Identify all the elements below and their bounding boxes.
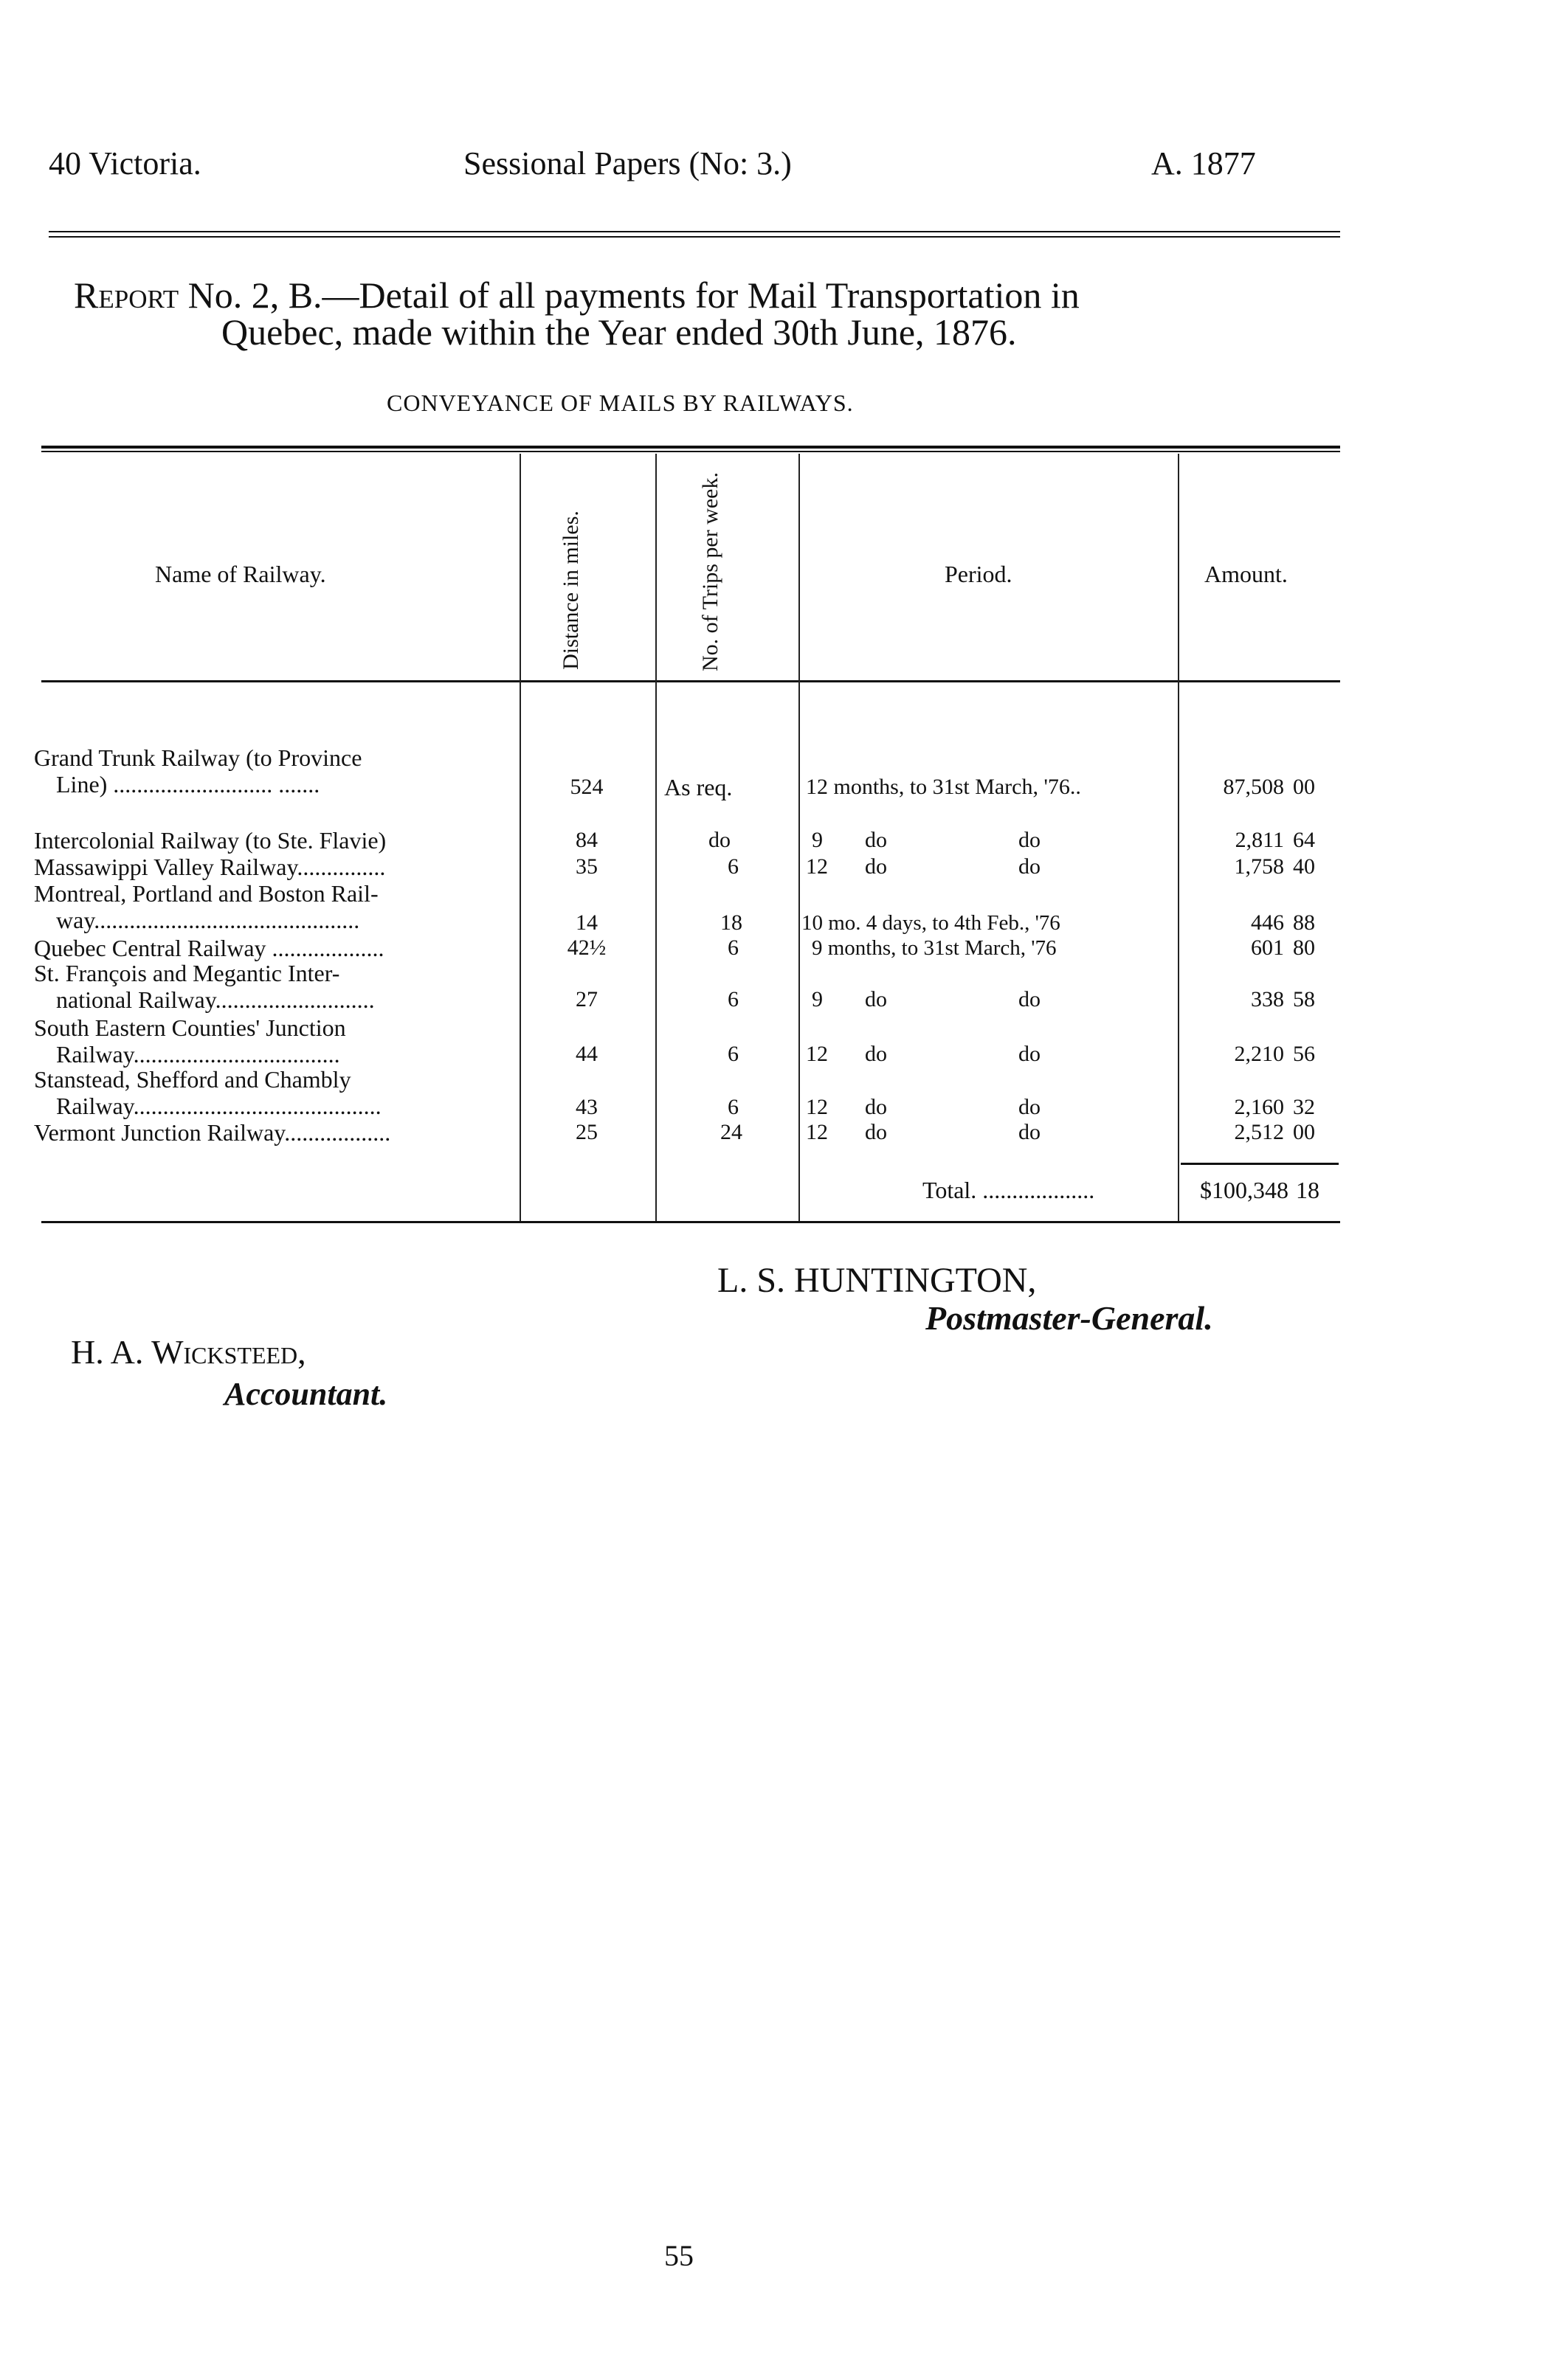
row-name-line2: way............................................. xyxy=(56,907,360,933)
row-name-line1: South Eastern Counties' Junction xyxy=(34,1014,346,1041)
row-amount-cents: 88 xyxy=(1293,910,1315,935)
header-year: A. 1877 xyxy=(1151,145,1256,181)
postmaster-title: Postmaster-General. xyxy=(925,1299,1213,1337)
row-period-unit: do xyxy=(865,828,887,852)
row-trips: 6 xyxy=(728,854,739,879)
row-period-end: do xyxy=(1018,828,1041,852)
col-divider-3 xyxy=(798,454,800,1221)
row-amount-dollars: 446 xyxy=(1251,910,1284,935)
total-cents: 18 xyxy=(1296,1177,1319,1203)
postmaster-name: L. S. HUNTINGTON, xyxy=(717,1261,1037,1300)
row-period: 12 months, to 31st March, '76.. xyxy=(806,775,1081,799)
row-period-count: 12 xyxy=(806,854,828,879)
row-period: 10 mo. 4 days, to 4th Feb., '76 xyxy=(801,911,1060,935)
row-period: 9 months, to 31st March, '76 xyxy=(812,936,1057,960)
row-trips: 18 xyxy=(720,910,742,935)
row-amount-cents: 80 xyxy=(1293,935,1315,960)
row-distance: 27 xyxy=(576,987,598,1011)
row-name-line1: Quebec Central Railway ................... xyxy=(34,935,384,961)
col-divider-4 xyxy=(1178,454,1179,1221)
col-divider-2 xyxy=(655,454,657,1221)
row-trips: 6 xyxy=(728,1042,739,1066)
row-amount-cents: 32 xyxy=(1293,1095,1315,1119)
row-period-count: 9 xyxy=(812,828,823,852)
row-amount-cents: 64 xyxy=(1293,828,1315,852)
row-period-unit: do xyxy=(865,1095,887,1119)
row-distance: 84 xyxy=(576,828,598,852)
total-dollars: $100,348 xyxy=(1200,1177,1288,1203)
row-amount-dollars: 338 xyxy=(1251,987,1284,1011)
row-amount-dollars: 2,811 xyxy=(1235,828,1284,852)
accountant-name: H. A. Wicksteed, xyxy=(71,1333,306,1371)
row-amount-cents: 56 xyxy=(1293,1042,1315,1066)
row-amount-dollars: 2,512 xyxy=(1234,1120,1284,1144)
row-trips: As req. xyxy=(664,774,733,800)
row-trips: do xyxy=(708,828,731,852)
row-distance: 43 xyxy=(576,1095,598,1119)
row-name-line2: Line) ........................... ....... xyxy=(56,771,320,798)
row-period-end: do xyxy=(1018,1120,1041,1144)
row-period-end: do xyxy=(1018,987,1041,1011)
row-period-count: 12 xyxy=(806,1095,828,1119)
col-divider-1 xyxy=(520,454,521,1221)
row-amount-cents: 40 xyxy=(1293,854,1315,879)
header-series: Sessional Papers (No: 3.) xyxy=(463,145,792,181)
row-distance: 25 xyxy=(576,1120,598,1144)
accountant-title: Accountant. xyxy=(224,1376,388,1412)
row-period-end: do xyxy=(1018,1042,1041,1066)
row-name-line2: national Railway........................... xyxy=(56,986,375,1013)
row-amount-dollars: 601 xyxy=(1251,935,1284,960)
col-header-period: Period. xyxy=(945,561,1012,587)
table-header-rule xyxy=(41,680,1340,682)
report-subtitle: CONVEYANCE OF MAILS BY RAILWAYS. xyxy=(387,390,854,416)
row-name-line1: Massawippi Valley Railway............... xyxy=(34,854,386,880)
row-trips: 6 xyxy=(728,1095,739,1119)
row-amount-dollars: 2,160 xyxy=(1234,1095,1284,1119)
row-period-unit: do xyxy=(865,987,887,1011)
table-top-rule-thin xyxy=(41,451,1340,452)
row-period-unit: do xyxy=(865,854,887,879)
report-title-prefix: Report xyxy=(74,274,179,316)
row-distance: 14 xyxy=(576,910,598,935)
row-period-count: 9 xyxy=(812,987,823,1011)
header-volume: 40 Victoria. xyxy=(49,145,201,181)
total-rule xyxy=(1181,1163,1339,1165)
table-top-rule xyxy=(41,446,1340,449)
col-header-amount: Amount. xyxy=(1204,561,1288,587)
row-name-line2: Railway................................... xyxy=(56,1041,340,1068)
header-rule-bottom xyxy=(49,236,1340,238)
report-title-line2: Quebec, made within the Year ended 30th June, 1876. xyxy=(221,311,1017,353)
row-distance: 524 xyxy=(570,775,604,799)
row-distance: 42½ xyxy=(567,935,607,960)
row-amount-cents: 58 xyxy=(1293,987,1315,1011)
row-name-line1: Vermont Junction Railway.................. xyxy=(34,1119,391,1146)
row-amount-cents: 00 xyxy=(1293,775,1315,799)
row-period-unit: do xyxy=(865,1120,887,1144)
row-name-line1: Grand Trunk Railway (to Province xyxy=(34,744,362,771)
header-rule-top xyxy=(49,231,1340,232)
row-amount-cents: 00 xyxy=(1293,1120,1315,1144)
row-amount-dollars: 1,758 xyxy=(1234,854,1284,879)
row-period-end: do xyxy=(1018,1095,1041,1119)
col-header-name: Name of Railway. xyxy=(155,561,326,587)
col-header-trips: No. of Trips per week. xyxy=(698,472,722,671)
row-period-unit: do xyxy=(865,1042,887,1066)
row-amount-dollars: 87,508 xyxy=(1223,775,1284,799)
report-title-line1: No. 2, B.—Detail of all payments for Mail Transportation in xyxy=(187,274,1080,316)
row-period-end: do xyxy=(1018,854,1041,879)
row-distance: 44 xyxy=(576,1042,598,1066)
row-trips: 24 xyxy=(720,1120,742,1144)
row-trips: 6 xyxy=(728,987,739,1011)
row-trips: 6 xyxy=(728,935,739,960)
row-name-line1: Intercolonial Railway (to Ste. Flavie) xyxy=(34,827,387,854)
col-header-distance: Distance in miles. xyxy=(559,511,583,670)
row-name-line1: Stanstead, Shefford and Chambly xyxy=(34,1066,351,1093)
total-label: Total. ................... xyxy=(922,1177,1095,1203)
row-period-count: 12 xyxy=(806,1042,828,1066)
row-name-line1: Montreal, Portland and Boston Rail- xyxy=(34,880,379,907)
table-bottom-rule xyxy=(41,1221,1340,1223)
row-distance: 35 xyxy=(576,854,598,879)
row-name-line2: Railway.......................................... xyxy=(56,1093,382,1119)
row-name-line1: St. François and Megantic Inter- xyxy=(34,960,340,986)
row-amount-dollars: 2,210 xyxy=(1234,1042,1284,1066)
page-number: 55 xyxy=(664,2239,694,2272)
row-period-count: 12 xyxy=(806,1120,828,1144)
